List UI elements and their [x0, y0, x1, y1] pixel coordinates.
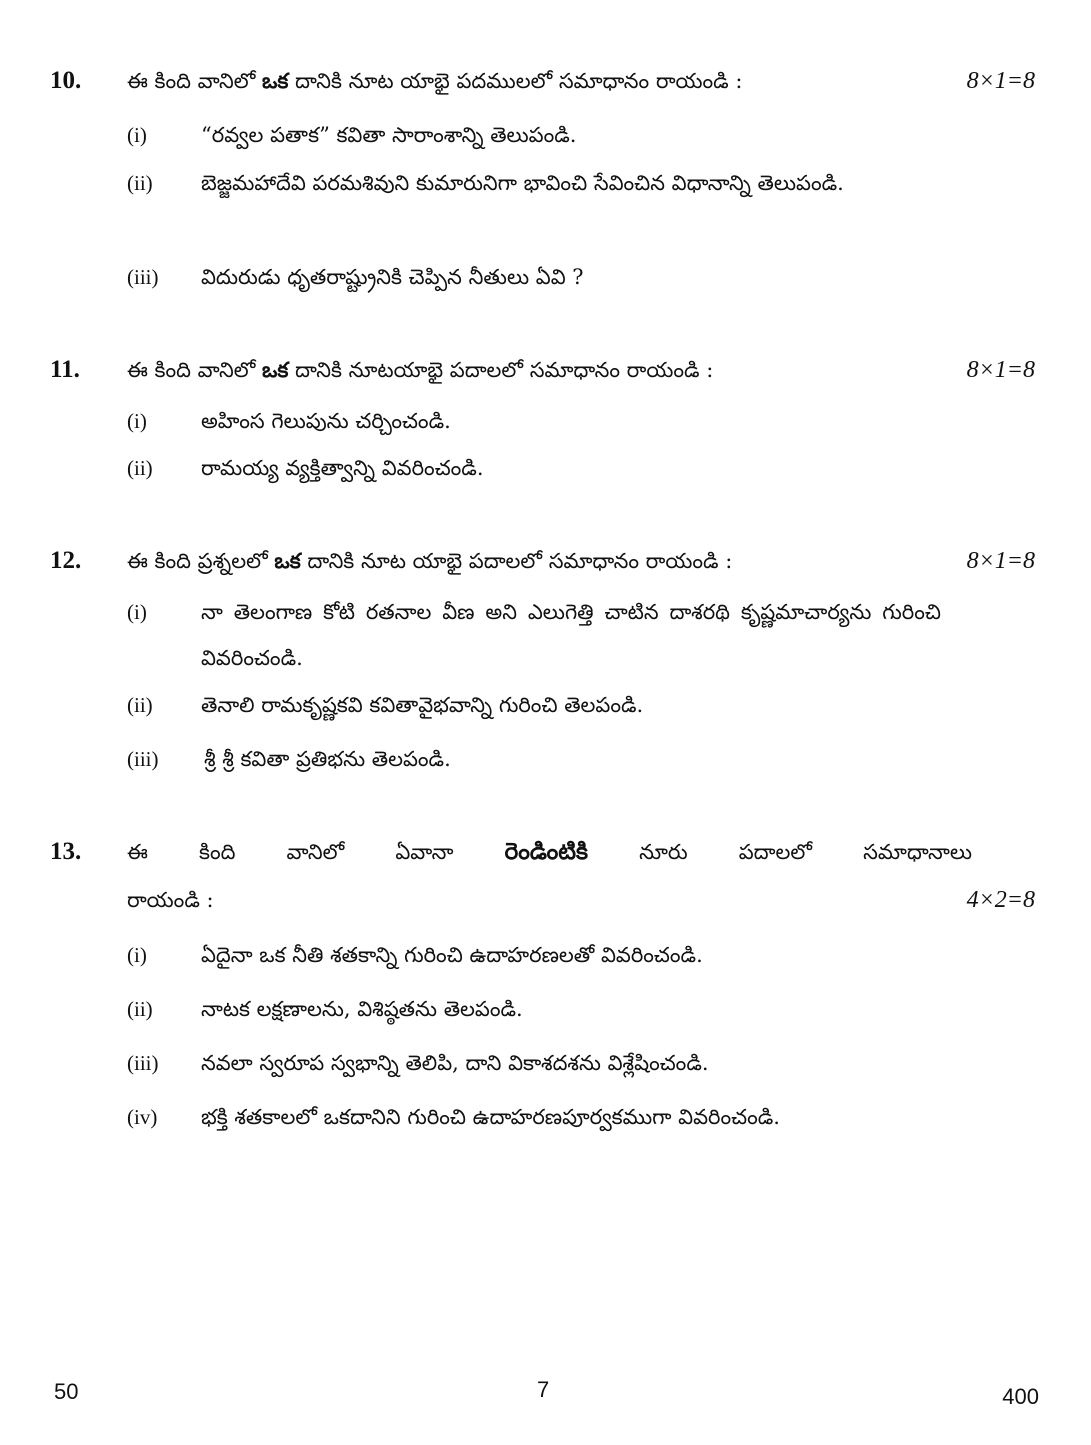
question-stem: ఈ కింది వానిలో ఒక దానికి నూటయాభై పదాలలో సమాధానం రాయండి :	[127, 357, 714, 382]
page-number: 7	[537, 1377, 550, 1402]
item-numeral: (iii)	[127, 265, 159, 289]
marks-allocation: 8×1=8	[966, 357, 1035, 383]
item-text: “రవ్వల పతాక” కవితా సారాంశాన్ని తెలుపండి.	[201, 123, 577, 147]
item-text: నాటక లక్షణాలను, విశిష్ఠతను తెలపండి.	[201, 997, 523, 1021]
item-numeral: (i)	[127, 943, 147, 967]
marks-allocation: 8×1=8	[966, 548, 1035, 574]
item-text: అహింస గెలుపును చర్చించండి.	[201, 409, 451, 433]
question-stem: ఈ కింది వానిలో ఒక దానికి నూట యాభై పదములలో సమాధానం రాయండి :	[127, 68, 743, 93]
item-numeral: (iv)	[127, 1105, 158, 1129]
item-numeral: (i)	[127, 409, 147, 433]
item-numeral: (i)	[127, 123, 147, 147]
question-number: 13.	[50, 838, 82, 865]
item-text: విదురుడు ధృతరాష్ట్రునికి చెప్పిన నీతులు ఏవి ?	[201, 265, 584, 289]
footer-code-right: 400	[1002, 1384, 1039, 1409]
item-numeral: (i)	[127, 600, 147, 624]
question-number: 10.	[50, 67, 82, 94]
item-text: భక్తి శతకాలలో ఒకదానిని గురించి ఉదాహరణపూర్వకముగా వివరించండి.	[201, 1105, 780, 1129]
item-text: బెజ్జమహాదేవి పరమశివుని కుమారునిగా భావించి సేవించిన విధానాన్ని తెలుపండి.	[201, 171, 844, 195]
item-text: శ్రీ శ్రీ కవితా ప్రతిభను తెలపండి.	[204, 747, 451, 771]
item-numeral: (ii)	[127, 456, 153, 480]
item-text: నా తెలంగాణ కోటి రతనాల వీణ అని ఎలుగెత్తి చాటిన దాశరథి కృష్ణమాచార్యను గురించి వివరించండి.	[201, 600, 941, 670]
question-stem: ఈ కింది వానిలో ఏవానా రెండింటికి నూరు పదాలలో సమాధానాలు	[127, 838, 972, 865]
item-text: రామయ్య వ్యక్తిత్వాన్ని వివరించండి.	[201, 456, 484, 480]
item-numeral: (iii)	[127, 1051, 159, 1075]
question-stem-line-2: రాయండి :	[127, 888, 214, 912]
item-text: తెనాలి రామకృష్ణకవి కవితావైభవాన్ని గురించి తెలపండి.	[201, 693, 644, 717]
question-number: 12.	[50, 547, 82, 574]
item-numeral: (ii)	[127, 171, 153, 195]
item-text: నవలా స్వరూప స్వభాన్ని తెలిపి, దాని వికాశదశను విశ్లేషించండి.	[201, 1051, 709, 1075]
item-numeral: (ii)	[127, 997, 153, 1021]
item-text: ఏదైనా ఒక నీతి శతకాన్ని గురించి ఉదాహరణలతో వివరించండి.	[201, 943, 703, 967]
item-numeral: (ii)	[127, 693, 153, 717]
question-number: 11.	[50, 356, 80, 383]
marks-allocation: 8×1=8	[966, 68, 1035, 94]
item-numeral: (iii)	[127, 747, 159, 771]
question-stem: ఈ కింది ప్రశ్నలలో ఒక దానికి నూట యాభై పదాలలో సమాధానం రాయండి :	[127, 548, 733, 573]
footer-code-left: 50	[54, 1379, 79, 1404]
marks-allocation: 4×2=8	[966, 887, 1035, 913]
